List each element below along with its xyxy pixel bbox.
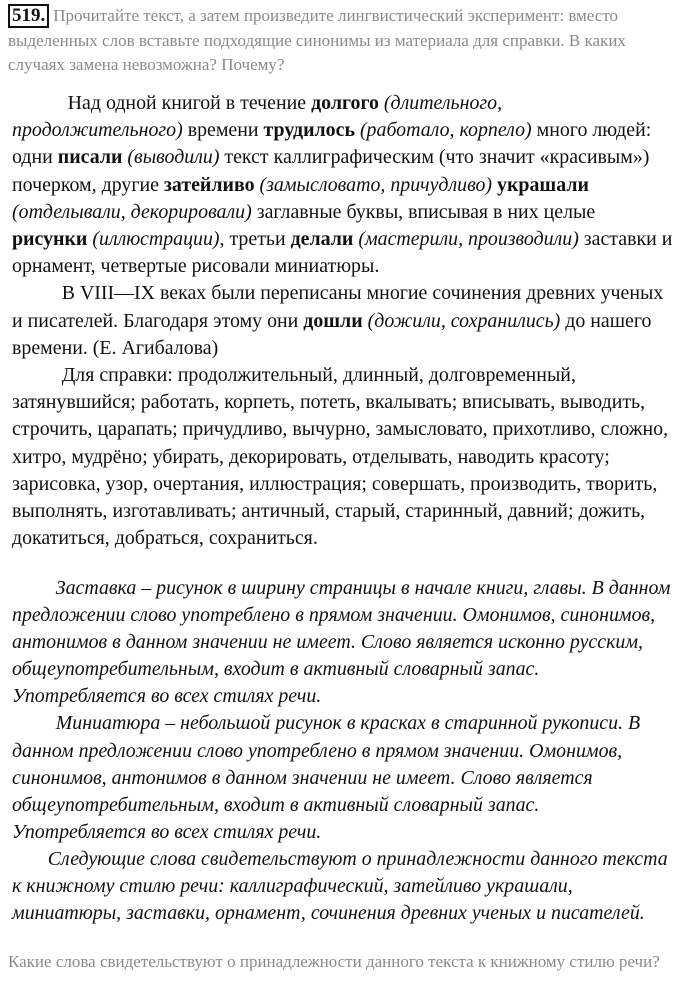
text-line — [12, 253, 698, 280]
text-line — [12, 335, 698, 362]
synonym-hint: (мастерили, производили) — [353, 228, 579, 251]
synonym-hint: (работало, корпело) — [354, 119, 532, 142]
instruction-line: Прочитайте текст, а затем произведите лингвистический эксперимент: вместо — [53, 6, 619, 25]
text-segment: хитро, мудрёно; убирать, декорировать, отделывать, наводить красоту; — [12, 445, 610, 468]
text-line — [12, 90, 698, 117]
text-line — [12, 280, 698, 307]
text-segment: строчить, царапать; причудливо, вычурно, замысловато, прихотливо, сложно, — [12, 418, 669, 441]
text-segment: текст каллиграфическим (что значит «красивым») — [219, 146, 650, 169]
text-line — [12, 172, 698, 199]
text-segment: до нашего — [560, 309, 652, 332]
followup-question: Какие слова свидетельствуют о принадлежности данного текста к книжному стилю речи? — [8, 952, 660, 971]
text-line — [12, 738, 698, 765]
text-line — [12, 765, 698, 792]
text-line — [12, 117, 698, 144]
text-segment: затянувшийся; работать, корпеть, потеть, вкалывать; вписывать, выводить, — [12, 391, 646, 414]
synonym-hint: (иллюстрации) — [87, 228, 220, 251]
text-line — [12, 873, 698, 900]
text-line — [12, 656, 698, 683]
text-line — [12, 226, 698, 253]
synonym-hint: продолжительного) — [12, 119, 183, 142]
text-segment: , третьи — [219, 228, 291, 251]
text-segment: времени. (Е. Агибалова) — [12, 336, 219, 359]
text-segment: предложении слово употреблено в прямом значении. Омонимов, синонимов, — [12, 604, 656, 627]
text-segment: Миниатюра – небольшой рисунок в красках в старинной рукописи. В — [55, 712, 641, 735]
text-line — [12, 308, 698, 335]
text-segment: Над одной книгой в течение — [67, 92, 312, 114]
task-number: 519. — [8, 4, 49, 28]
task-instruction — [8, 4, 698, 78]
text-segment: к книжному стилю речи: каллиграфический, затейливо украшали, — [12, 875, 573, 898]
text-segment: Следующие слова свидетельствуют о принадлежности данного текста — [47, 847, 668, 870]
text-line — [12, 846, 698, 873]
highlighted-word: затейливо — [163, 173, 255, 196]
text-segment: синонимов, антонимов в данном значении не имеет. Слово является — [12, 766, 593, 789]
text-segment: много людей: — [531, 119, 652, 142]
text-segment: общеупотребительным, входит в активный словарный запас. — [12, 658, 540, 681]
text-segment: выполнять, изготавливать; античный, старый, старинный, давний; дожить, — [12, 500, 646, 523]
text-line — [12, 575, 698, 602]
text-segment: антонимов в данном значении не имеет. Слово является исконно русским, — [12, 631, 643, 654]
text-line — [12, 362, 698, 389]
text-segment: одни — [12, 146, 58, 169]
highlighted-word: писали — [57, 146, 123, 169]
text-line — [12, 710, 698, 737]
text-line — [12, 629, 698, 656]
synonym-hint: (отделывали, декорировали) — [12, 200, 252, 223]
text-segment: В VIII—IX веках были переписаны многие сочинения древних ученых — [61, 282, 664, 305]
text-segment: почерком, другие — [12, 173, 164, 196]
text-segment: времени — [182, 119, 264, 142]
text-line — [12, 389, 698, 416]
text-line — [12, 525, 698, 552]
synonym-hint: (длительного, — [378, 92, 503, 114]
text-line — [12, 444, 698, 471]
text-segment: общеупотребительным, входит в активный словарный запас. — [12, 793, 540, 816]
answer-text — [12, 575, 700, 927]
text-segment: докатиться, добраться, сохраниться. — [12, 527, 318, 550]
text-segment: орнамент, четвертые рисовали миниатюры. — [12, 255, 380, 278]
text-segment: заставки и — [578, 228, 673, 251]
instruction-line: выделенных слов вставьте подходящие синонимы из материала для справки. В каких — [8, 30, 626, 50]
text-line — [12, 144, 698, 171]
text-line — [12, 792, 698, 819]
text-line — [12, 199, 698, 226]
synonym-hint: (выводили) — [122, 146, 220, 169]
text-line — [12, 819, 698, 846]
text-line — [12, 683, 698, 710]
text-segment: и писателей. Благодаря этому они — [12, 309, 304, 332]
text-segment: данном предложении слово употреблено в прямом значении. Омонимов, — [12, 739, 623, 762]
instruction-line: случаях замена невозможна? Почему? — [8, 55, 285, 74]
highlighted-word: делали — [290, 228, 354, 251]
text-segment: Употребляется во всех стилях речи. — [12, 820, 322, 843]
text-segment: заглавные буквы, вписывая в них целые — [251, 200, 596, 223]
synonym-hint: (дожили, сохранились) — [362, 309, 561, 332]
text-segment: зарисовка, узор, очертания, иллюстрация; совершать, производить, творить, — [12, 472, 658, 495]
highlighted-word: долгого — [311, 92, 379, 114]
text-line — [12, 416, 698, 443]
text-segment: Употребляется во всех стилях речи. — [12, 685, 322, 708]
highlighted-word: дошли — [303, 309, 363, 332]
text-segment: Для справки: продолжительный, длинный, долговременный, — [61, 364, 576, 387]
text-line — [12, 498, 698, 525]
highlighted-word: трудилось — [263, 119, 355, 142]
text-line — [12, 602, 698, 629]
text-segment: миниатюры, заставки, орнамент, сочинения древних ученых и писателей. — [12, 902, 645, 925]
text-segment: Заставка – рисунок в ширину страницы в начале книги, главы. В данном — [55, 577, 671, 599]
highlighted-word: украшали — [497, 173, 589, 196]
text-line — [12, 471, 698, 498]
exercise-text — [12, 90, 700, 552]
text-line — [12, 900, 698, 927]
synonym-hint: (замысловато, причудливо) — [254, 173, 498, 196]
highlighted-word: рисунки — [12, 228, 88, 251]
